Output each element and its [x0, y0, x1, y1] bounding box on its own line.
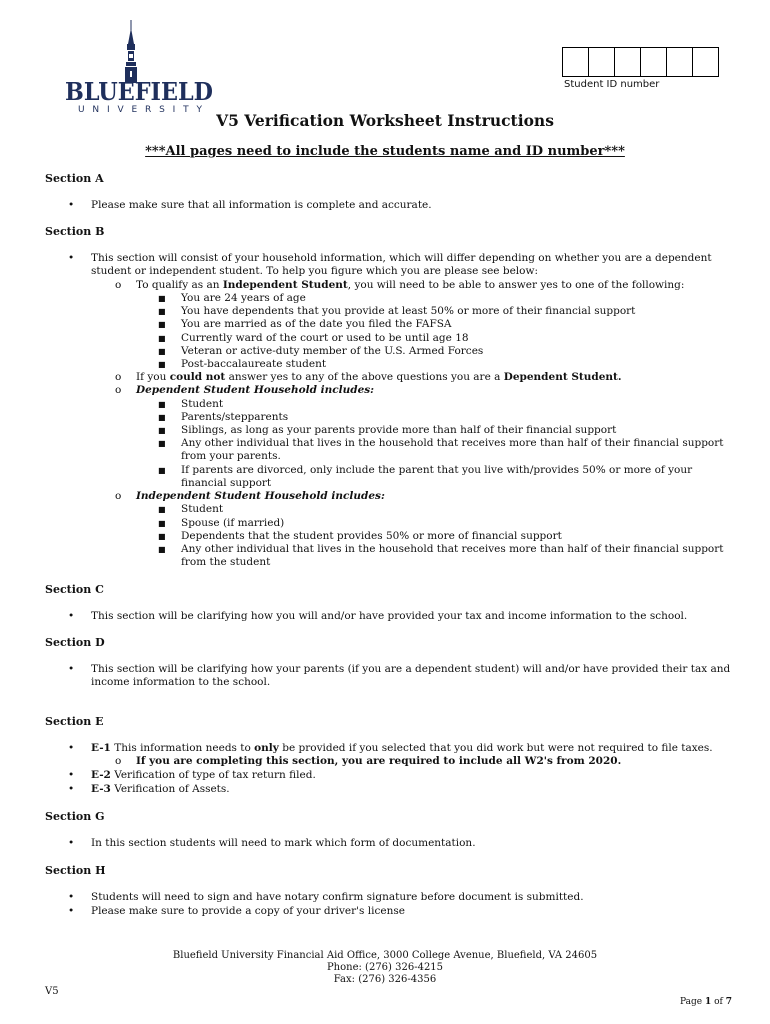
- page-number: Page 1 of 7: [680, 997, 733, 1007]
- circle-bullet-icon: o: [115, 490, 122, 502]
- independent-household-item: Any other individual that lives in the household that receives more than half of their financial support from the student: [181, 543, 724, 569]
- square-bullet-icon: ■: [158, 347, 166, 356]
- criteria-item: You are married as of the date you filed the FAFSA: [181, 318, 452, 330]
- student-id-boxes[interactable]: [562, 47, 719, 77]
- square-bullet-icon: ■: [158, 519, 166, 528]
- square-bullet-icon: ■: [158, 545, 166, 554]
- dependent-student-text: If you could not answer yes to any of the above questions you are a Dependent Student.: [136, 371, 622, 383]
- bullet-icon: •: [68, 742, 75, 754]
- section-c-item: This section will be clarifying how you will and/or have provided your tax and income information to the school.: [91, 610, 688, 622]
- independent-household-item: Student: [181, 503, 224, 515]
- student-id-cell[interactable]: [589, 48, 615, 76]
- square-bullet-icon: ■: [158, 334, 166, 343]
- logo-tower-icon: [62, 20, 217, 116]
- section-d-item: This section will be clarifying how your parents (if you are a dependent student) will and/or have provided their tax and income information to the school.: [91, 663, 731, 689]
- bullet-icon: •: [68, 891, 75, 903]
- circle-bullet-icon: o: [115, 371, 122, 383]
- footer-fax: Fax: (276) 326-4356: [333, 974, 437, 985]
- section-e1-item: E-1 This information needs to only be provided if you selected that you did work but were not required to file taxes.: [91, 742, 713, 754]
- criteria-item: Post-baccalaureate student: [181, 358, 327, 370]
- square-bullet-icon: ■: [158, 360, 166, 369]
- dependent-household-item: Student: [181, 398, 224, 410]
- section-d-heading: Section D: [45, 636, 105, 649]
- subtitle-notice: ***All pages need to include the students name and ID number***: [145, 144, 625, 159]
- section-e2-item: E-2 Verification of type of tax return filed.: [91, 769, 316, 781]
- bullet-icon: •: [68, 837, 75, 849]
- bullet-icon: •: [68, 610, 75, 622]
- bullet-icon: •: [68, 783, 75, 795]
- section-g-item: In this section students will need to mark which form of documentation.: [91, 837, 476, 849]
- square-bullet-icon: ■: [158, 466, 166, 475]
- section-h-item: Please make sure to provide a copy of your driver's license: [91, 905, 405, 917]
- criteria-item: You are 24 years of age: [181, 292, 306, 304]
- student-id-label: Student ID number: [564, 79, 660, 90]
- dependent-household-title: Dependent Student Household includes:: [136, 384, 375, 396]
- version-label: V5: [45, 986, 59, 997]
- dependent-household-item: If parents are divorced, only include the parent that you live with/provides 50% or more of your financial support: [181, 464, 693, 490]
- section-g-heading: Section G: [45, 810, 105, 823]
- section-b-heading: Section B: [45, 225, 105, 238]
- bullet-icon: •: [68, 769, 75, 781]
- section-e3-item: E-3 Verification of Assets.: [91, 783, 230, 795]
- svg-text:U N I V E R S I T Y: U N I V E R S I T Y: [78, 105, 202, 115]
- bullet-icon: •: [68, 663, 75, 675]
- section-b-intro: This section will consist of your household information, which will differ depending on whether you are a dependent student or independent student. To help you figure which you are please see below:: [91, 252, 712, 278]
- square-bullet-icon: ■: [158, 294, 166, 303]
- square-bullet-icon: ■: [158, 532, 166, 541]
- page-title: V5 Verification Worksheet Instructions: [216, 111, 554, 130]
- bluefield-university-logo: [62, 20, 217, 116]
- independent-household-item: Dependents that the student provides 50% or more of financial support: [181, 530, 562, 542]
- student-id-cell[interactable]: [641, 48, 667, 76]
- independent-household-title: Independent Student Household includes:: [136, 490, 385, 502]
- section-h-heading: Section H: [45, 864, 106, 877]
- criteria-item: Currently ward of the court or used to be until age 18: [181, 332, 469, 344]
- bullet-icon: •: [68, 252, 75, 264]
- section-a-heading: Section A: [45, 172, 104, 185]
- student-id-cell[interactable]: [693, 48, 718, 76]
- student-id-cell[interactable]: [667, 48, 693, 76]
- svg-text:BLUEFIELD: BLUEFIELD: [65, 77, 213, 106]
- footer-address: Bluefield University Financial Aid Office, 3000 College Avenue, Bluefield, VA 24605: [172, 950, 598, 961]
- independent-qualify-text: To qualify as an Independent Student, you will need to be able to answer yes to one of the following:: [136, 279, 685, 291]
- square-bullet-icon: ■: [158, 400, 166, 409]
- square-bullet-icon: ■: [158, 413, 166, 422]
- student-id-cell[interactable]: [615, 48, 641, 76]
- section-c-heading: Section C: [45, 583, 104, 596]
- square-bullet-icon: ■: [158, 307, 166, 316]
- dependent-household-item: Siblings, as long as your parents provide more than half of their financial support: [181, 424, 617, 436]
- bullet-icon: •: [68, 199, 75, 211]
- square-bullet-icon: ■: [158, 505, 166, 514]
- criteria-item: You have dependents that you provide at least 50% or more of their financial support: [181, 305, 636, 317]
- footer-phone: Phone: (276) 326-4215: [326, 962, 444, 973]
- square-bullet-icon: ■: [158, 426, 166, 435]
- square-bullet-icon: ■: [158, 320, 166, 329]
- section-a-item: Please make sure that all information is complete and accurate.: [91, 199, 432, 211]
- dependent-household-item: Any other individual that lives in the household that receives more than half of their financial support from your parents.: [181, 437, 724, 463]
- circle-bullet-icon: o: [115, 755, 122, 767]
- criteria-item: Veteran or active-duty member of the U.S. Armed Forces: [181, 345, 484, 357]
- circle-bullet-icon: o: [115, 279, 122, 291]
- independent-household-item: Spouse (if married): [181, 517, 285, 529]
- bullet-icon: •: [68, 905, 75, 917]
- circle-bullet-icon: o: [115, 384, 122, 396]
- square-bullet-icon: ■: [158, 439, 166, 448]
- student-id-cell[interactable]: [563, 48, 589, 76]
- section-h-item: Students will need to sign and have notary confirm signature before document is submitted.: [91, 891, 584, 903]
- section-e-heading: Section E: [45, 715, 104, 728]
- section-e1-subitem: If you are completing this section, you are required to include all W2's from 2020.: [136, 755, 622, 767]
- dependent-household-item: Parents/stepparents: [181, 411, 289, 423]
